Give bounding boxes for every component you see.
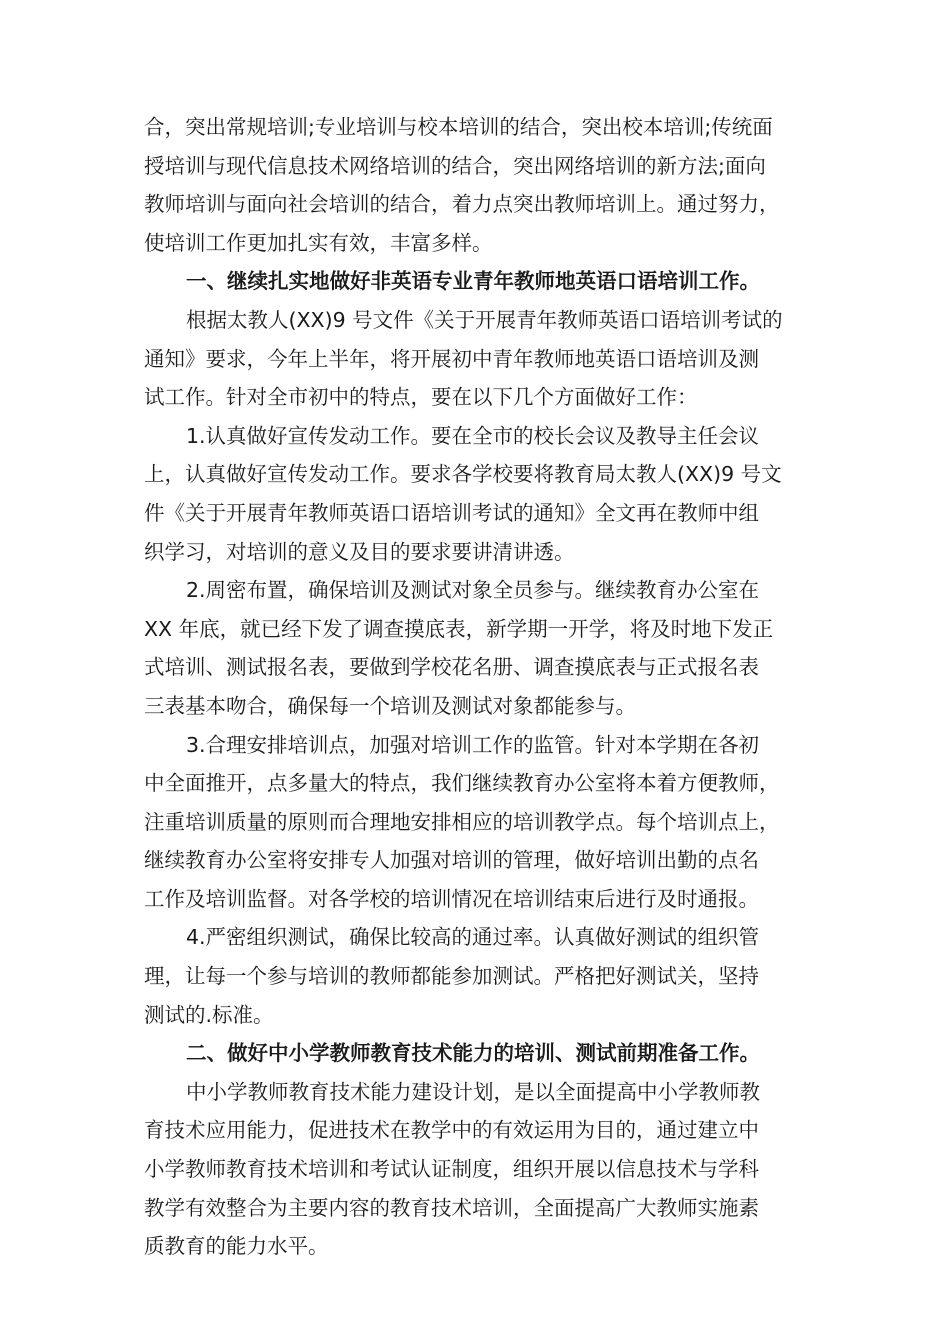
- text-line: 通知》要求，今年上半年，将开展初中青年教师地英语口语培训及测: [144, 346, 759, 371]
- document-body: [144, 108, 834, 1266]
- text-line: XX 年底，就已经下发了调查摸底表，新学期一开学，将及时地下发正: [144, 616, 774, 641]
- text-line: 中小学教师教育技术能力建设计划，是以全面提高中小学教师教: [186, 1079, 760, 1104]
- text-line: 测试的.标准。: [144, 1002, 274, 1027]
- text-line: 1.认真做好宣传发动工作。要在全市的校长会议及教导主任会议: [186, 423, 760, 448]
- text-line: 育技术应用能力，促进技术在教学中的有效运用为目的，通过建立中: [144, 1118, 759, 1143]
- text-line: 上，认真做好宣传发动工作。要求各学校要将教育局太教人(XX)9 号文: [144, 462, 782, 487]
- text-line: 小学教师教育技术培训和考试认证制度，组织开展以信息技术与学科: [144, 1157, 759, 1182]
- text-line: 授培训与现代信息技术网络培训的结合，突出网络培训的新方法;面向: [144, 153, 766, 178]
- text-line: 合，突出常规培训;专业培训与校本培训的结合，突出校本培训;传统面: [144, 115, 773, 139]
- text-line: 工作及培训监督。对各学校的培训情况在培训结束后进行及时通报。: [144, 886, 759, 911]
- text-line: 根据太教人(XX)9 号文件《关于开展青年教师英语口语培训考试的: [186, 307, 783, 332]
- text-line: 使培训工作更加扎实有效，丰富多样。: [144, 230, 493, 255]
- text-line: 教师培训与面向社会培训的结合，着力点突出教师培训上。通过努力，: [144, 192, 780, 217]
- text-line: 注重培训质量的原则而合理地安排相应的培训教学点。每个培训点上，: [144, 809, 780, 834]
- text-line: 4.严密组织测试，确保比较高的通过率。认真做好测试的组织管: [186, 925, 760, 950]
- text-line: 式培训、测试报名表，要做到学校花名册、调查摸底表与正式报名表: [144, 655, 759, 680]
- text-line: 三表基本吻合，确保每一个培训及测试对象都能参与。: [144, 693, 636, 718]
- text-line: 中全面推开，点多量大的特点，我们继续教育办公室将本着方便教师，: [144, 771, 780, 796]
- text-line: 试工作。针对全市初中的特点，要在以下几个方面做好工作：: [144, 385, 698, 410]
- text-line: 教学有效整合为主要内容的教育技术培训，全面提高广大教师实施素: [144, 1195, 759, 1220]
- text-line: 件《关于开展青年教师英语口语培训考试的通知》全文再在教师中组: [144, 500, 759, 525]
- section-heading-line: 一、继续扎实地做好非英语专业青年教师地英语口语培训工作。: [186, 269, 760, 294]
- text-line: 理，让每一个参与培训的教师都能参加测试。严格把好测试关，坚持: [144, 964, 759, 989]
- text-line: 质教育的能力水平。: [144, 1234, 329, 1259]
- text-line: 2.周密布置，确保培训及测试对象全员参与。继续教育办公室在: [186, 578, 760, 603]
- text-line: 继续教育办公室将安排专人加强对培训的管理，做好培训出勤的点名: [144, 848, 759, 873]
- text-line: 3.合理安排培训点，加强对培训工作的监管。针对本学期在各初: [186, 732, 760, 757]
- section-heading-line: 二、做好中小学教师教育技术能力的培训、测试前期准备工作。: [186, 1041, 760, 1066]
- text-line: 织学习，对培训的意义及目的要求要讲清讲透。: [144, 539, 575, 564]
